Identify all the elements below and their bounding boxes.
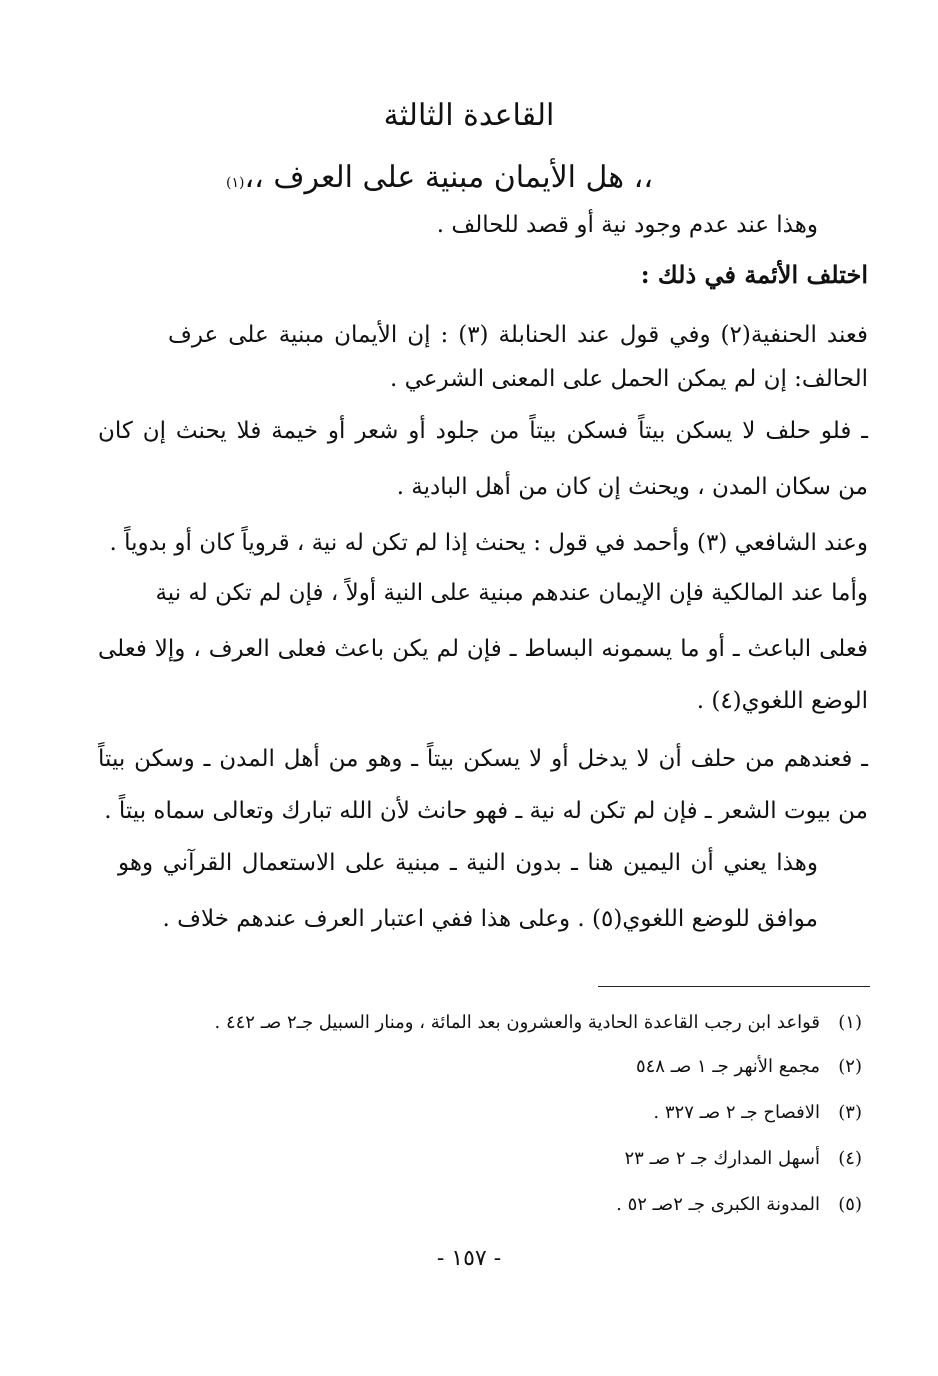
body-line: الوضع اللغوي(٤) .	[696, 688, 868, 714]
body-line: الحالف: إن لم يمكن الحمل على المعنى الشرعي .	[390, 366, 868, 392]
footnote	[625, 1148, 862, 1169]
footnote	[636, 1056, 862, 1077]
intro-line: وهذا عند عدم وجود نية أو قصد للحالف .	[436, 212, 818, 238]
page-subtitle	[226, 160, 653, 195]
body-line: فعند الحنفية(٢) وفي قول عند الحنابلة (٣) : إن الأيمان مبنية على عرف	[168, 322, 868, 348]
section-heading: اختلف الأئمة في ذلك :	[640, 260, 868, 289]
body-line: فعلى الباعث ـ أو ما يسمونه البساط ـ فإن لم يكن باعث فعلى العرف ، وإلا فعلى	[98, 636, 868, 662]
footnote-divider	[598, 986, 870, 987]
subtitle-text: ،، هل الأيمان مبنية على العرف ،،	[244, 160, 653, 195]
footnote-text: قواعد ابن رجب القاعدة الحادية والعشرون بعد المائة ، ومنار السبيل جـ٢ صـ ٤٤٢ .	[214, 1012, 820, 1033]
footnote	[616, 1194, 862, 1215]
footnote	[215, 1012, 862, 1033]
page-title: القاعدة الثالثة	[383, 98, 555, 133]
footnote-text: الافصاح جـ ٢ صـ ٣٢٧ .	[653, 1102, 820, 1123]
body-line: موافق للوضع اللغوي(٥) . وعلى هذا ففي اعتبار العرف عندهم خلاف .	[162, 906, 818, 932]
body-line: ـ فعندهم من حلف أن لا يدخل أو لا يسكن بيتاً ـ وهو من أهل المدن ـ وسكن بيتاً	[98, 746, 868, 772]
page-number: - ١٥٧ -	[436, 1246, 502, 1271]
body-line: ـ فلو حلف لا يسكن بيتاً فسكن بيتاً من جلود أو شعر أو خيمة فلا يحنث إن كان	[98, 418, 868, 444]
body-line: وعند الشافعي (٣) وأحمد في قول : يحنث إذا لم تكن له نية ، قروياً كان أو بدوياً .	[109, 530, 868, 556]
footnote-text: أسهل المدارك جـ ٢ صـ ٢٣	[624, 1148, 820, 1169]
body-line: من بيوت الشعر ـ فإن لم تكن له نية ـ فهو حانث لأن الله تبارك وتعالى سماه بيتاً .	[104, 798, 868, 824]
footnote-number: (٥)	[838, 1194, 862, 1215]
footnote-number: (٢)	[838, 1056, 862, 1077]
footnote-number: (٤)	[838, 1148, 862, 1169]
footnote-number: (٣)	[838, 1102, 862, 1123]
body-line: من سكان المدن ، ويحنث إن كان من أهل البادية .	[396, 474, 868, 500]
footnote-text: مجمع الأنهر جـ ١ صـ ٥٤٨	[635, 1056, 820, 1077]
body-line: وهذا يعني أن اليمين هنا ـ بدون النية ـ مبنية على الاستعمال القرآني وهو	[118, 850, 818, 876]
footnote-number: (١)	[838, 1012, 862, 1033]
body-line: وأما عند المالكية فإن الإيمان عندهم مبنية على النية أولاً ، فإن لم تكن له نية	[155, 580, 868, 606]
footnote	[653, 1102, 862, 1123]
footnote-text: المدونة الكبرى جـ ٢صـ ٥٢ .	[616, 1194, 820, 1215]
subtitle-footnote-ref: (١)	[225, 175, 245, 191]
